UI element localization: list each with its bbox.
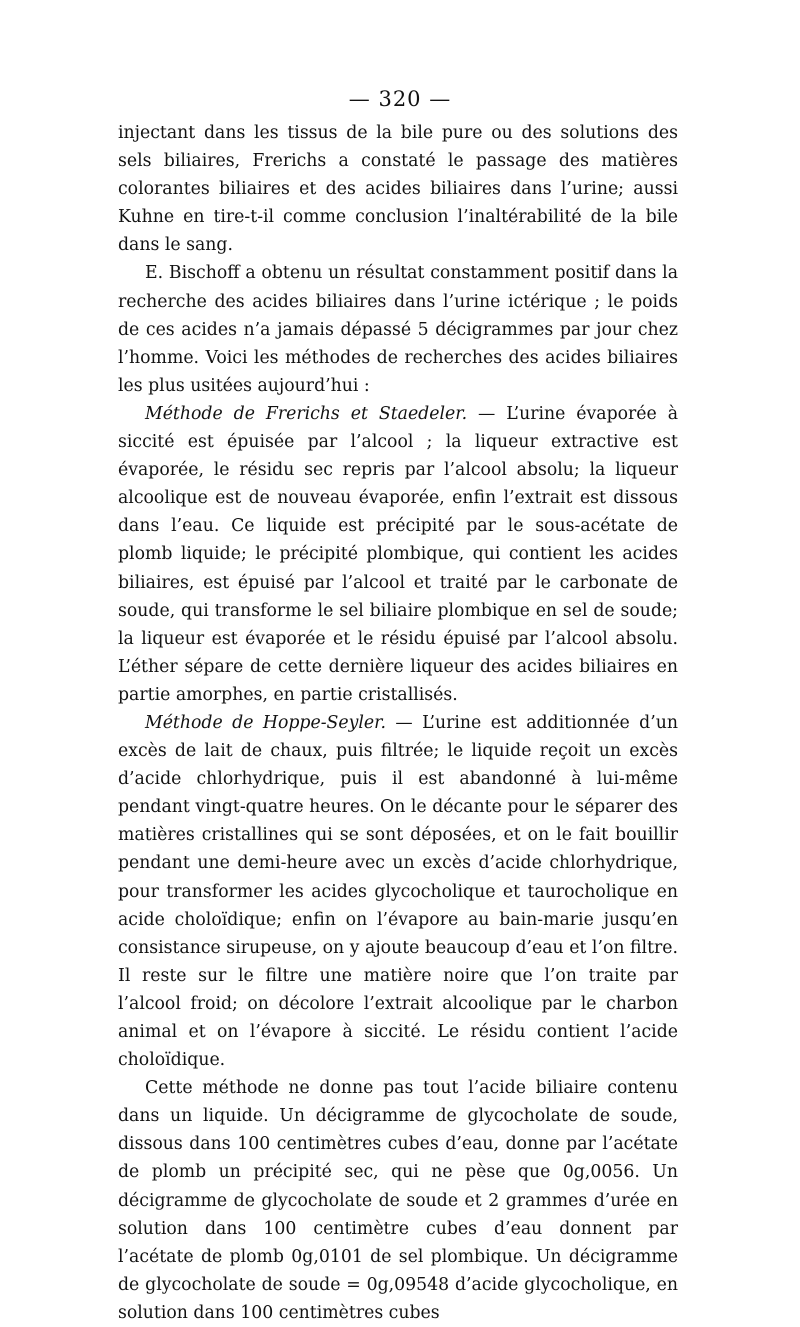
method-body-frerichs: — L’urine évaporée à siccité est épuisée par l’alcool ; la liqueur extractive est évaporée, le résidu sec repris par l’alcool absolu; la liqueur alcoolique est de nouveau évaporée, enfin l’extrait est dissous dans l’eau. Ce liquide est précipité par le sous-acétate de plomb liquide; le précipité plombique, qui contient les acides biliaires, est épuisé par l’alcool et traité par le carbonate de soude, qui transforme le sel biliaire plombique en sel de soude; la liqueur est évaporée et le résidu épuisé par l’alcool absolu. L’éther sépare de cette dernière liqueur des acides biliaires en partie amorphes, en partie cristallisés. bbox=[118, 403, 678, 705]
method-body-hoppe-seyler: — L’urine est additionnée d’un excès de lait de chaux, puis filtrée; le liquide reçoit un excès d’acide chlorhydrique, puis il est abandonné à lui-même pendant vingt-quatre heures. On le décante pour le séparer des matières cristallines qui se sont déposées, et on le fait bouillir pendant une demi-heure avec un excès d’acide chlorhydrique, pour transformer les acides glycocholique et taurocholique en acide choloïdique; enfin on l’évapore au bain-marie jusqu’en consistance sirupeuse, on y ajoute beaucoup d’eau et l’on filtre. Il reste sur le filtre une matière noire que l’on traite par l’alcool froid; on décolore l’extrait alcoolique par le charbon animal et on l’évapore à siccité. Le résidu contient l’acide choloïdique. bbox=[118, 712, 678, 1071]
method-heading-hoppe-seyler: Méthode de Hoppe-Seyler. bbox=[145, 712, 386, 733]
paragraph-hoppe-seyler-method bbox=[118, 709, 678, 1074]
method-heading-frerichs: Méthode de Frerichs et Staedeler. bbox=[145, 403, 468, 424]
page-number: — 320 — bbox=[348, 87, 452, 111]
body-text bbox=[118, 119, 678, 1327]
paragraph-frerichs-method bbox=[118, 400, 678, 709]
paragraph-bischoff: E. Bischoff a obtenu un résultat constamment positif dans la recherche des acides biliaires dans l’urine ictérique ; le poids de ces acides n’a jamais dépassé 5 décigrammes par jour chez l’homme. Voici les méthodes de recherches des acides biliaires les plus usitées aujourd’hui : bbox=[118, 263, 678, 396]
paragraph-method-limits: Cette méthode ne donne pas tout l’acide biliaire contenu dans un liquide. Un décigramme de glycocholate de soude, dissous dans 100 centimètres cubes d’eau, donne par l’acétate de plomb un précipité sec, qui ne pèse que 0g,0056. Un décigramme de glycocholate de soude et 2 grammes d’urée en solution dans 100 centimètre cubes d’eau donnent par l’acétate de plomb 0g,0101 de sel plombique. Un décigramme de glycocholate de soude = 0g,09548 d’acide glycocholique, en solution dans 100 centimètres cubes bbox=[118, 1078, 678, 1323]
paragraph-continuation: injectant dans les tissus de la bile pure ou des solutions des sels biliaires, Frerichs a constaté le passage des matières colorantes biliaires et des acides biliaires dans l’urine; aussi Kuhne en tire-t-il comme conclusion l’inaltérabilité de la bile dans le sang. bbox=[118, 123, 678, 256]
